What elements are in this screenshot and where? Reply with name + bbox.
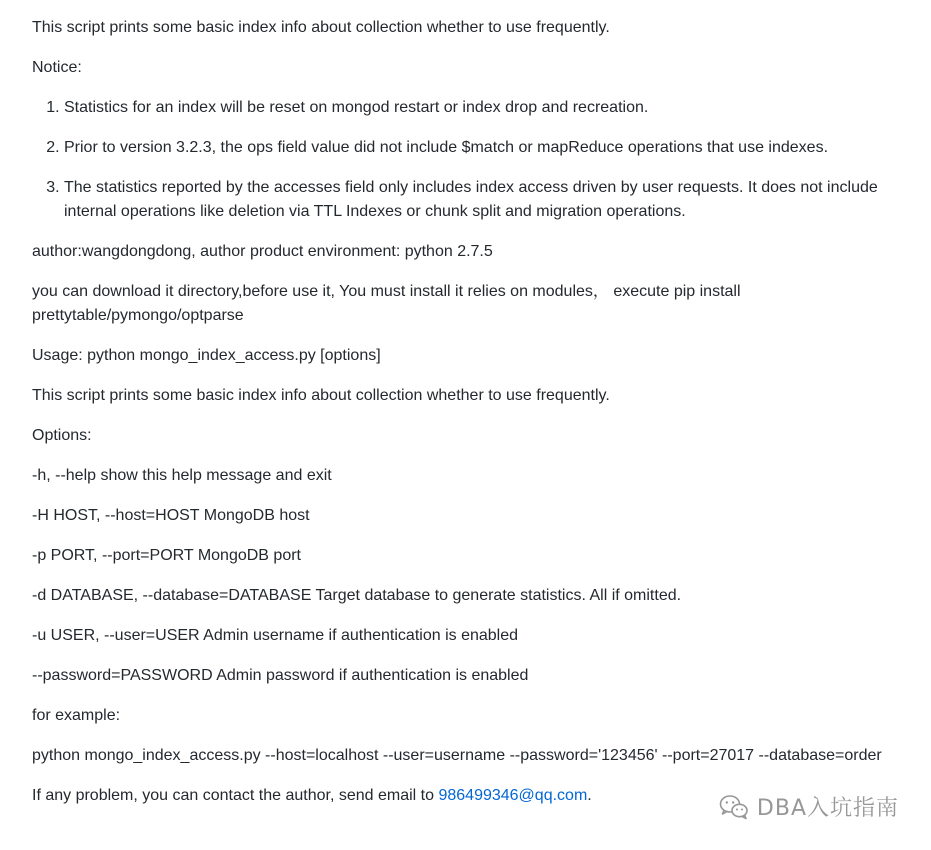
- options-label: Options:: [32, 427, 92, 444]
- example-label: for example:: [32, 707, 121, 724]
- intro-repeat-paragraph: This script prints some basic index info about collection whether to use frequently.: [32, 387, 610, 404]
- example-command: python mongo_index_access.py --host=localhost --user=username --password='123456' --port=27017 --database=order: [32, 747, 882, 764]
- usage-line: Usage: python mongo_index_access.py [options]: [32, 347, 381, 364]
- watermark-text: DBA入坑指南: [756, 796, 899, 821]
- notice-item: 3. The statistics reported by the accesses field only includes index access driven by user requests. It does not include internal operations like deletion via TTL Indexes or chunk split and migration operations.: [64, 176, 912, 224]
- document-body: [32, 16, 912, 824]
- contact-suffix: .: [587, 787, 592, 804]
- option-line: --password=PASSWORD Admin password if authentication is enabled: [32, 667, 529, 684]
- download-line: you can download it directory,before use it, You must install it relies on modules， execute pip install prettytable/pymongo/optparse: [32, 283, 741, 324]
- option-line: -d DATABASE, --database=DATABASE Target database to generate statistics. All if omitted.: [32, 587, 682, 604]
- option-line: -h, --help show this help message and exit: [32, 467, 332, 484]
- option-line: -p PORT, --port=PORT MongoDB port: [32, 547, 301, 564]
- intro-paragraph: This script prints some basic index info about collection whether to use frequently.: [32, 19, 610, 36]
- notice-list: [32, 96, 912, 224]
- notice-label: Notice:: [32, 59, 82, 76]
- author-line: author:wangdongdong, author product environment: python 2.7.5: [32, 243, 493, 260]
- wechat-icon: [719, 794, 749, 820]
- option-line: -u USER, --user=USER Admin username if authentication is enabled: [32, 627, 519, 644]
- notice-item: 1. Statistics for an index will be reset on mongod restart or index drop and recreation.: [64, 96, 912, 120]
- option-line: -H HOST, --host=HOST MongoDB host: [32, 507, 310, 524]
- contact-prefix: If any problem, you can contact the author, send email to: [32, 787, 439, 804]
- contact-email-link[interactable]: 986499346@qq.com: [438, 787, 588, 804]
- watermark: [719, 791, 899, 822]
- notice-item: 2. Prior to version 3.2.3, the ops field value did not include $match or mapReduce operations that use indexes.: [64, 136, 912, 160]
